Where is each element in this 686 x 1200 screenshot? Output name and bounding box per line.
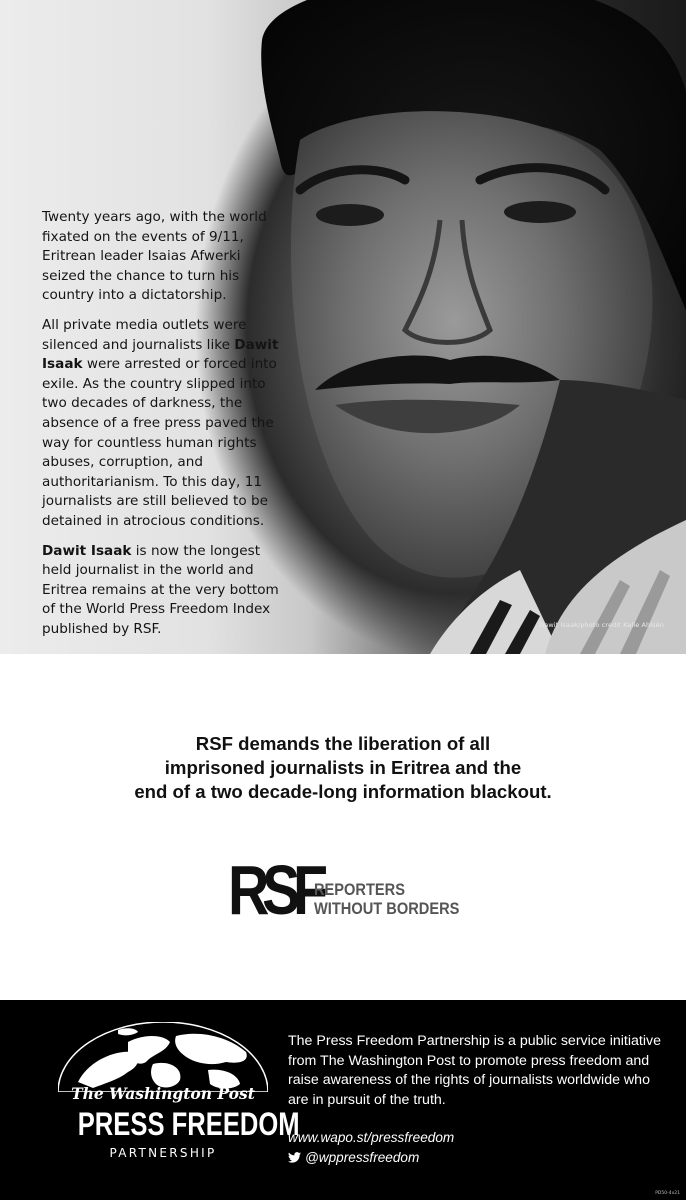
headline [0,732,686,804]
headline-line-3: end of a two decade-long information blackout. [134,781,552,802]
story-text-run: were arrested or forced into exile. As the country slipped into two decades of darkness, the absence of a free press paved the way for countless human rights abuses, corruption, and authoritarianism. To this day, 11 journalists are still believed to be detained in atrocious conditions. [42,356,277,529]
footer [0,1000,686,1200]
twitter-handle-row[interactable] [288,1148,668,1168]
twitter-handle: @wppressfreedom [305,1149,420,1165]
pressfreedom-link[interactable]: www.wapo.st/pressfreedom [288,1130,455,1145]
story-paragraph-2 [42,316,282,532]
photo-credit: Dawit Isaak/photo credit Kalle Ahlsén [539,621,664,629]
partnership-subtitle: PARTNERSHIP [109,1146,217,1160]
fine-print: PD50-4x21 [655,1191,680,1196]
globe-icon [58,1022,268,1092]
journalist-name: Dawit Isaak [42,336,279,373]
story-text-run: is now the longest held journalist in the world and Eritrea remains at the very bottom of the World Press Freedom Index published by RSF. [42,542,279,637]
rsf-logo-line-1: REPORTERS [314,880,405,899]
rsf-logo-line-2: WITHOUT BORDERS [314,899,460,918]
journalist-name: Dawit Isaak [42,542,132,559]
rsf-logo [228,851,468,929]
story-text-run: All private media outlets were silenced and journalists like [42,316,247,353]
rsf-logo-words [314,880,459,918]
washington-post-wordmark: The Washington Post [71,1084,255,1103]
headline-line-1: RSF demands the liberation of all [195,733,491,754]
story-paragraph-1 [42,208,282,306]
twitter-bird-icon [288,1152,301,1163]
story-text [42,208,282,649]
rsf-logo-mark: RSF [228,851,321,929]
footer-links [288,1128,668,1168]
headline-line-2: imprisoned journalists in Eritrea and the [164,757,522,778]
press-freedom-partnership-logo [50,1022,300,1172]
story-paragraph-3 [42,542,282,640]
partnership-description: The Press Freedom Partnership is a public service initiative from The Washington Post to promote press freedom and raise awareness of the rights of journalists worldwide who are in pursuit of the truth. [288,1033,661,1108]
press-freedom-title: PRESS FREEDOM [77,1106,300,1142]
story-text-run: Twenty years ago, with the world fixated on the events of 9/11, Eritrean leader Isaias Afwerki seized the chance to turn his country into a dictatorship. [42,209,267,304]
